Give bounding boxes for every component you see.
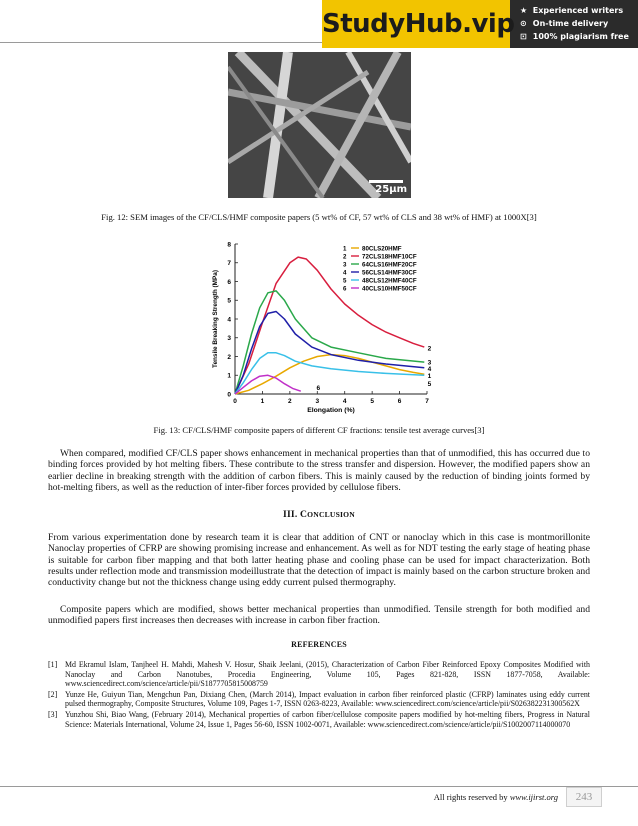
reference-number: [2] <box>48 689 58 699</box>
references-heading: REFERENCES <box>291 640 347 649</box>
references-list <box>48 660 590 730</box>
banner-feature <box>520 17 638 30</box>
y-tick-label: 5 <box>227 297 231 305</box>
conclusion-paragraph-1: From various experimentation done by research team it is clear that addition of CNT or nanoclay which in this case is montmorillonite Nanoclay properties of CFRP are showing promising increase and enhancement. As well as for NDT testing the early stage of heating phase is suitable for carbon fiber mapping and that both latter heating phase and cooling phase can be used for impact characterization. Both results under reflection mode and transmission modeillustrate that the detection of impact is mainly based on the carbon structure broken and conductivity change but not the thickness change using eddy current pulsed thermography. <box>48 532 590 589</box>
conclusion-paragraph-2: Composite papers which are modified, shows better mechanical properties than unmodified. Tensile strength for both modified and unmodified papers first increases then decreases with increase in carbon fiber fraction. <box>48 604 590 627</box>
legend-number: 4 <box>343 269 347 277</box>
section-numeral: III. <box>283 509 298 520</box>
banner-feature-label: 100% plagiarism free <box>532 32 629 41</box>
reference-text: Md Ekramul Islam, Tanjheel H. Mahdi, Mahesh V. Hosur, Shaik Jeelani, (2015), Characterization of Carbon Fiber Reinforced Epoxy Composites Modified with Nanoclay and Carbon Nanotubes, Procedia Engineering, Volume 105, Pages 821-828, ISSN 1877-7058, Available: www.sciencedirect.com/science/article/pii/S1877705815008759 <box>65 660 590 689</box>
series-end-label: 5 <box>427 381 432 389</box>
reference-item <box>48 710 590 729</box>
x-tick-label: 4 <box>342 398 347 405</box>
y-tick-label: 6 <box>227 278 231 286</box>
series-line-3 <box>235 291 424 394</box>
legend-label: 80CLS20HMF <box>362 245 402 253</box>
x-tick-label: 3 <box>315 398 320 405</box>
chart-legend <box>343 246 417 293</box>
banner-logo[interactable]: StudyHub.vip <box>322 0 510 48</box>
y-tick-label: 4 <box>227 316 231 324</box>
legend-label: 40CLS10HMF50CF <box>362 285 417 293</box>
sem-scale-bar <box>369 180 403 183</box>
banner-feature <box>520 30 638 43</box>
sem-scale-label: 25μm <box>375 184 407 195</box>
y-tick-label: 7 <box>227 260 231 268</box>
legend-label: 72CLS18HMF10CF <box>362 253 417 261</box>
y-tick-label: 1 <box>227 372 231 380</box>
series-end-label: 6 <box>316 384 321 392</box>
footer-rights-prefix: All rights reserved by <box>433 792 510 802</box>
footer-rights <box>434 792 558 802</box>
legend-number: 1 <box>343 245 347 253</box>
sem-fibers <box>228 52 411 198</box>
series-end-label: 4 <box>427 366 432 374</box>
footer-rule <box>0 786 638 787</box>
sem-image <box>228 52 411 198</box>
tensile-chart-svg <box>205 238 441 414</box>
x-tick-label: 2 <box>288 398 292 405</box>
reference-text: Yunzhou Shi, Biao Wang, (February 2014), Mechanical properties of carbon fiber/cellulose composite papers modified by hot-melting fibers, Progress in Natural Science: Materials International, Volume 24, Issue 1, Pages 56-60, ISSN 1002-0071, Available: www.sciencedirect.com/science/article/pii/S1002007114000070 <box>65 709 590 729</box>
section-title-first: C <box>300 509 308 520</box>
reference-number: [1] <box>48 660 58 669</box>
series-end-label: 2 <box>427 345 432 353</box>
x-tick-label: 0 <box>233 398 237 405</box>
banner-feature-list <box>510 0 638 48</box>
x-tick-label: 7 <box>425 398 429 405</box>
y-tick-label: 2 <box>227 353 231 361</box>
y-tick-label: 0 <box>227 391 231 399</box>
page-number: 243 <box>566 787 602 807</box>
legend-number: 3 <box>343 261 347 269</box>
y-tick-label: 3 <box>227 335 231 343</box>
figure-12-caption: Fig. 12: SEM images of the CF/CLS/HMF composite papers (5 wt% of CF, 57 wt% of CLS and 38 wt% of HMF) at 1000X[3] <box>101 212 537 222</box>
ad-banner[interactable] <box>322 0 638 48</box>
footer-site-link[interactable]: www.ijirst.org <box>509 792 558 802</box>
star-icon: ★ <box>520 6 528 15</box>
reference-text: Yunze He, Guiyun Tian, Mengchun Pan, Dixiang Chen, (March 2014), Impact evaluation in carbon fiber reinforced plastic (CFRP) laminates using eddy current pulsed thermography, Composite Structures, Volume 109, Pages 1-7, ISSN 0263-8223, Available: www.sciencedirect.com/science/article/pii/S026382231300562X <box>65 689 590 709</box>
reference-item <box>48 690 590 709</box>
figure-13-caption: Fig. 13: CF/CLS/HMF composite papers of different CF fractions: tensile test average curves[3] <box>153 425 485 435</box>
paragraph-mechanical: When compared, modified CF/CLS paper shows enhancement in mechanical properties than that of unmodified, this has occurred due to binding forces provided by hot melting fibers. These contribute to the stress transfer and dispersion. However, the modified papers show an earlier decline in breaking strength with the addition of carbon fibers. This is mainly caused by the reduction of binding joints formed by hot-melting fibers, as well as the reduction of inter-fiber forces provided by cellulose fibers. <box>48 448 590 493</box>
section-heading <box>0 509 638 520</box>
y-axis-label: Tensile Breaking Strength (MPa) <box>212 270 219 368</box>
reference-number: [3] <box>48 709 58 719</box>
series-end-label: 1 <box>427 372 432 380</box>
reference-item <box>48 660 590 689</box>
legend-label: 48CLS12HMF40CF <box>362 277 417 285</box>
x-tick-label: 1 <box>260 398 265 405</box>
section-title-rest: ONCLUSION <box>307 510 355 519</box>
legend-label: 64CLS16HMF20CF <box>362 261 417 269</box>
tensile-chart <box>205 238 441 414</box>
banner-feature-label: Experienced writers <box>532 6 624 15</box>
x-tick-label: 6 <box>397 398 402 405</box>
clock-icon: ⊙ <box>520 19 527 28</box>
y-tick-label: 8 <box>227 241 231 249</box>
series-line-4 <box>235 312 424 395</box>
banner-feature <box>520 4 638 17</box>
x-axis-label: Elongation (%) <box>307 407 355 414</box>
series-end-label: 3 <box>427 359 432 367</box>
x-tick-label: 5 <box>370 398 374 405</box>
legend-number: 6 <box>343 285 347 293</box>
banner-feature-label: On-time delivery <box>532 19 609 28</box>
legend-label: 56CLS14HMF30CF <box>362 269 417 277</box>
legend-number: 5 <box>343 277 347 285</box>
legend-number: 2 <box>343 253 347 261</box>
document-check-icon: ⊡ <box>520 32 527 41</box>
